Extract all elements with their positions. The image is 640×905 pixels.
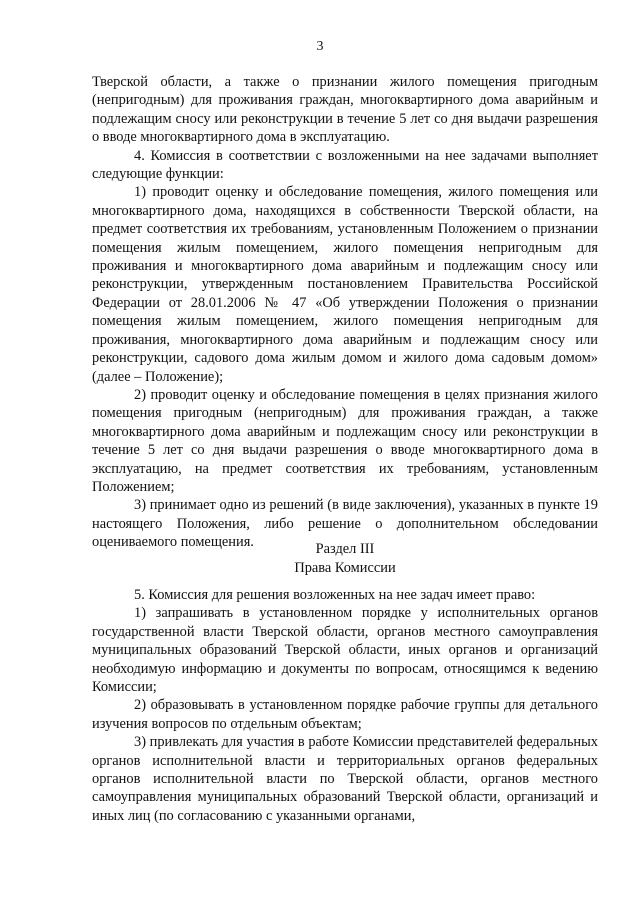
section-heading: Раздел III: [315, 541, 375, 557]
paragraph-continuation: Тверской области, а также о признании жилого помещения пригодным (непригодным) для проживания граждан, многоквартирного дома аварийным и подлежащим сносу или реконструкции в течение 5 лет со дня выдачи разрешения о вводе многоквартирного дома в эксплуатацию.: [92, 74, 598, 146]
paragraph-function-2: 2) проводит оценку и обследование помещения в целях признания жилого помещения пригодным (непригодным) для проживания граждан, а также многоквартирного дома аварийным и подлежащим сносу или реконструкции в течение 5 лет со дня выдачи разрешения о вводе многоквартирного дома в эксплуатацию, на предмет соответствия их требованиям, установленным Положением;: [92, 386, 598, 495]
paragraph-item-5: 5. Комиссия для решения возложенных на нее задач имеет право:: [134, 587, 536, 603]
text-block-top: [92, 73, 598, 552]
paragraph-right-1: 1) запрашивать в установленном порядке у исполнительных органов государственной власти Тверской области, органов местного самоуправления муниципальных образований Тверской области, иных органов и организаций необходимую информацию и документы по вопросам, относящимся к ведению Комиссии;: [92, 605, 598, 696]
paragraph-right-2: 2) образовывать в установленном порядке рабочие группы для детального изучения вопросов по отдельным объектам;: [92, 697, 598, 732]
paragraph-function-1: 1) проводит оценку и обследование помещения, жилого помещения или многоквартирного дома, находящихся в собственности Тверской области, на предмет соответствия их требованиям, установленным Положением о признании помещения жилым помещением, жилого помещения непригодным для проживания и многоквартирного дома аварийным и подлежащим сносу или реконструкции, утвержденным постановлением Правительства Российской Федерации от 28.01.2006 № 47 «Об утверждении Положения о признании помещения жилым помещением, жилого помещения непригодным для проживания, многоквартирного дома аварийным и подлежащим сносу или реконструкции, садового дома жилым домом и жилого дома садовым домом» (далее – Положение);: [92, 184, 598, 385]
paragraph-function-3: 3) принимает одно из решений (в виде заключения), указанных в пункте 19 настоящего Положения, либо решение о дополнительном обследовании оцениваемого помещения.: [92, 497, 598, 551]
paragraph-right-3: 3) привлекать для участия в работе Комиссии представителей федеральных органов исполнительной власти и территориальных органов федеральных органов исполнительной власти по Тверской области, органов местного самоуправления муниципальных образований Тверской области, организаций и иных лиц (по согласованию с указанными органами,: [92, 734, 598, 824]
text-block-bottom: [92, 586, 598, 825]
paragraph-item-4: 4. Комиссия в соответствии с возложенными на нее задачами выполняет следующие функции:: [92, 147, 598, 183]
page-number: 3: [316, 39, 324, 54]
section-title: Права Комиссии: [294, 560, 396, 576]
